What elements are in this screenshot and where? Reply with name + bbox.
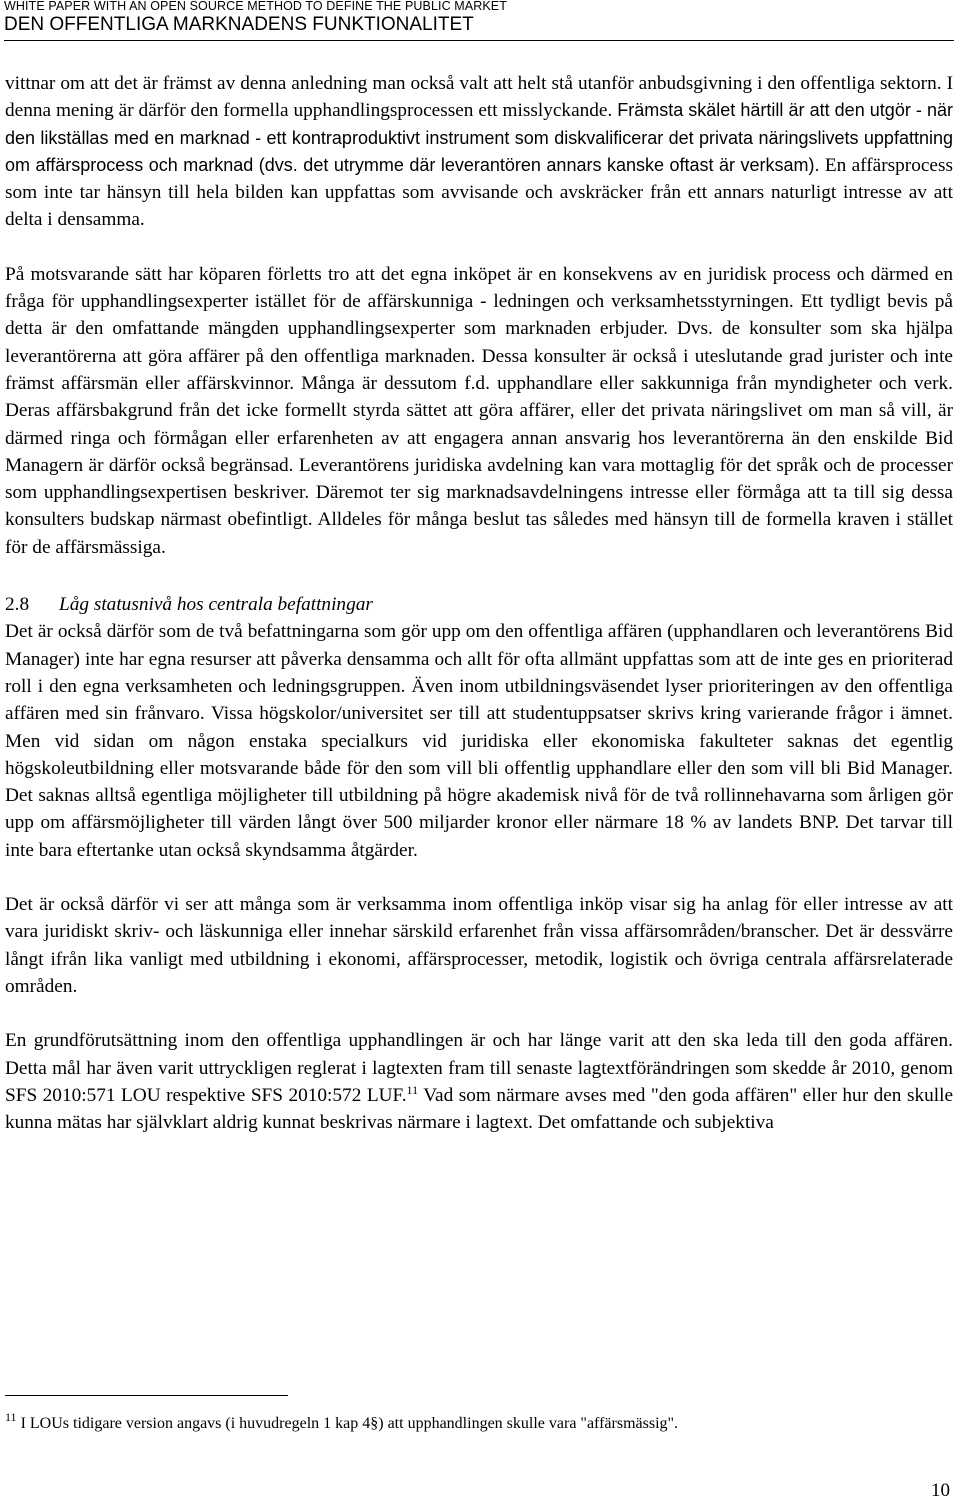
footnote-number: 11 [5, 1410, 17, 1424]
footnote-divider [5, 1395, 288, 1396]
paragraph-5-part-b: Vad som närmare avses med "den goda affären" eller hur den skulle kunna mätas har självklart aldrig kunnat beskrivas närmare i lagtext. Det omfattande och subjektiva [5, 1084, 953, 1134]
section-title: Låg statusnivå hos centrala befattningar [59, 594, 373, 616]
paragraph-5-part-a: En grundförutsättning inom den offentliga upphandlingen är och har länge varit att den ska leda till den goda affären. Detta mål har även varit uttryckligen reglerat i lagtexten fram till senaste lagtextförändringen som skedde år 2010, genom SFS 2010:571 LOU respektive SFS 2010:572 LUF. [5, 1030, 953, 1106]
paragraph-4: Det är också därför vi ser att många som är verksamma inom offentliga inköp visar sig ha anlag för eller intresse av att vara juridiskt skriv- och läskunniga eller innehar särskild erfarenhet från vissa affärsområden/branscher. Det är dessvärre långt ifrån lika vanligt med utbildning i ekonomi, affärsprocesser, metodik, logistik och övriga centrala affärsrelaterade områden. [5, 894, 953, 997]
header-divider [4, 40, 954, 41]
paragraph-1-part-b: Främsta skälet härtill är att den utgör - när den likställas med en marknad - ett kontraproduktivt instrument som diskvalificerar det privata näringslivets uppfattning om affärsprocess och marknad (dvs. det utrymme där leverantören annars kanske oftast är verksam). [5, 100, 953, 175]
footnote-reference[interactable]: 11 [406, 1082, 419, 1097]
paragraph-3: Det är också därför som de två befattningarna som gör upp om den offentliga affären (upphandlaren och leverantörens Bid Manager) inte har egna resurser att påverka densamma och allt för ofta allmänt uppfattas som att de inte ges en prioriterad roll i den egna verksamheten och ledningsgruppen. Även inom utbildningsväsendet lyser prioriteringen av den offentliga affären med sin frånvaro. Vissa högskolor/universitet ser till att studentuppsatser skrivs kring varierande frågor i ämnet. Men vid sidan om någon enstaka specialkurs vid juridiska eller ekonomiska fakulteter saknas det egentlig högskoleutbildning eller motsvarande både för den som vill bli offentlig upphandlare eller den som vill bli Bid Manager. Det saknas alltså egentliga möjligheter till utbildning på högre akademisk nivå för de två rollinnehavarna som årligen gör upp om affärsmöjligheter till värden långt över 500 miljarder kronor eller närmare 18 % av landets BNP. Det tarvar till inte bara eftertanke utan också skyndsamma åtgärder. [5, 621, 953, 861]
paragraph-5 [5, 1027, 953, 1136]
header-subtitle: WHITE PAPER WITH AN OPEN SOURCE METHOD TO DEFINE THE PUBLIC MARKET [4, 0, 507, 13]
footnote-text: I LOUs tidigare version angavs (i huvudregeln 1 kap 4§) att upphandlingen skulle vara "affärsmässig". [16, 1415, 679, 1432]
page-number: 10 [931, 1480, 950, 1501]
paragraph-1 [5, 70, 953, 234]
paragraph-1-part-c: En affärsprocess som inte tar hänsyn till hela bilden kan uppfattas som avvisande och avskräcker från ett annars naturligt intresse av att delta i densamma. [5, 154, 953, 231]
paragraph-2: På motsvarande sätt har köparen förletts tro att det egna inköpet är en konsekvens av en juridisk process och därmed en fråga för upphandlingsexperter istället för de affärskunniga - ledningen och verksamhetsstyrningen. Ett tydligt bevis på detta är den omfattande mängden upphandlingsexperter som marknaden erbjuder. Dvs. de konsulter som ska hjälpa leverantörerna att göra affärer på den offentliga marknaden. Dessa konsulter är också i uteslutande grad jurister och inte främst affärsmän eller affärskvinnor. Många är dessutom f.d. upphandlare eller sakkunniga från myndigheter och verk. Deras affärsbakgrund från det icke formellt styrda sättet att göra affärer, eller det privata näringslivet om man så vill, är därmed ringa och förmågan eller erfarenheten av att engagera annan ansvarig hos leverantörerna än den enskilde Bid Managern är därför också begränsad. Leverantörens juridiska avdelning kan vara mottaglig för det språk och de processer som upphandlingsexpertisen beskriver. Däremot ter sig marknadsavdelningens intresse eller förmåga att ta till sig dessa konsulters budskap närmast obefintligt. Alldeles för många beslut tas således med hänsyn till de formella kraven i stället för de affärsmässiga. [5, 263, 953, 558]
page-body [5, 70, 953, 1136]
paragraph-1-part-a: vittnar om att det är främst av denna anledning man också valt att helt stå utanför anbudsgivning i den offentliga sektorn. I denna mening är därför den formella upphandlingsprocessen ett misslyckande. [5, 73, 953, 122]
header-title: DEN OFFENTLIGA MARKNADENS FUNKTIONALITET [4, 14, 474, 35]
footnote [5, 1410, 953, 1434]
section-number: 2.8 [5, 594, 30, 616]
section-heading [5, 591, 953, 618]
running-header [4, 0, 954, 36]
